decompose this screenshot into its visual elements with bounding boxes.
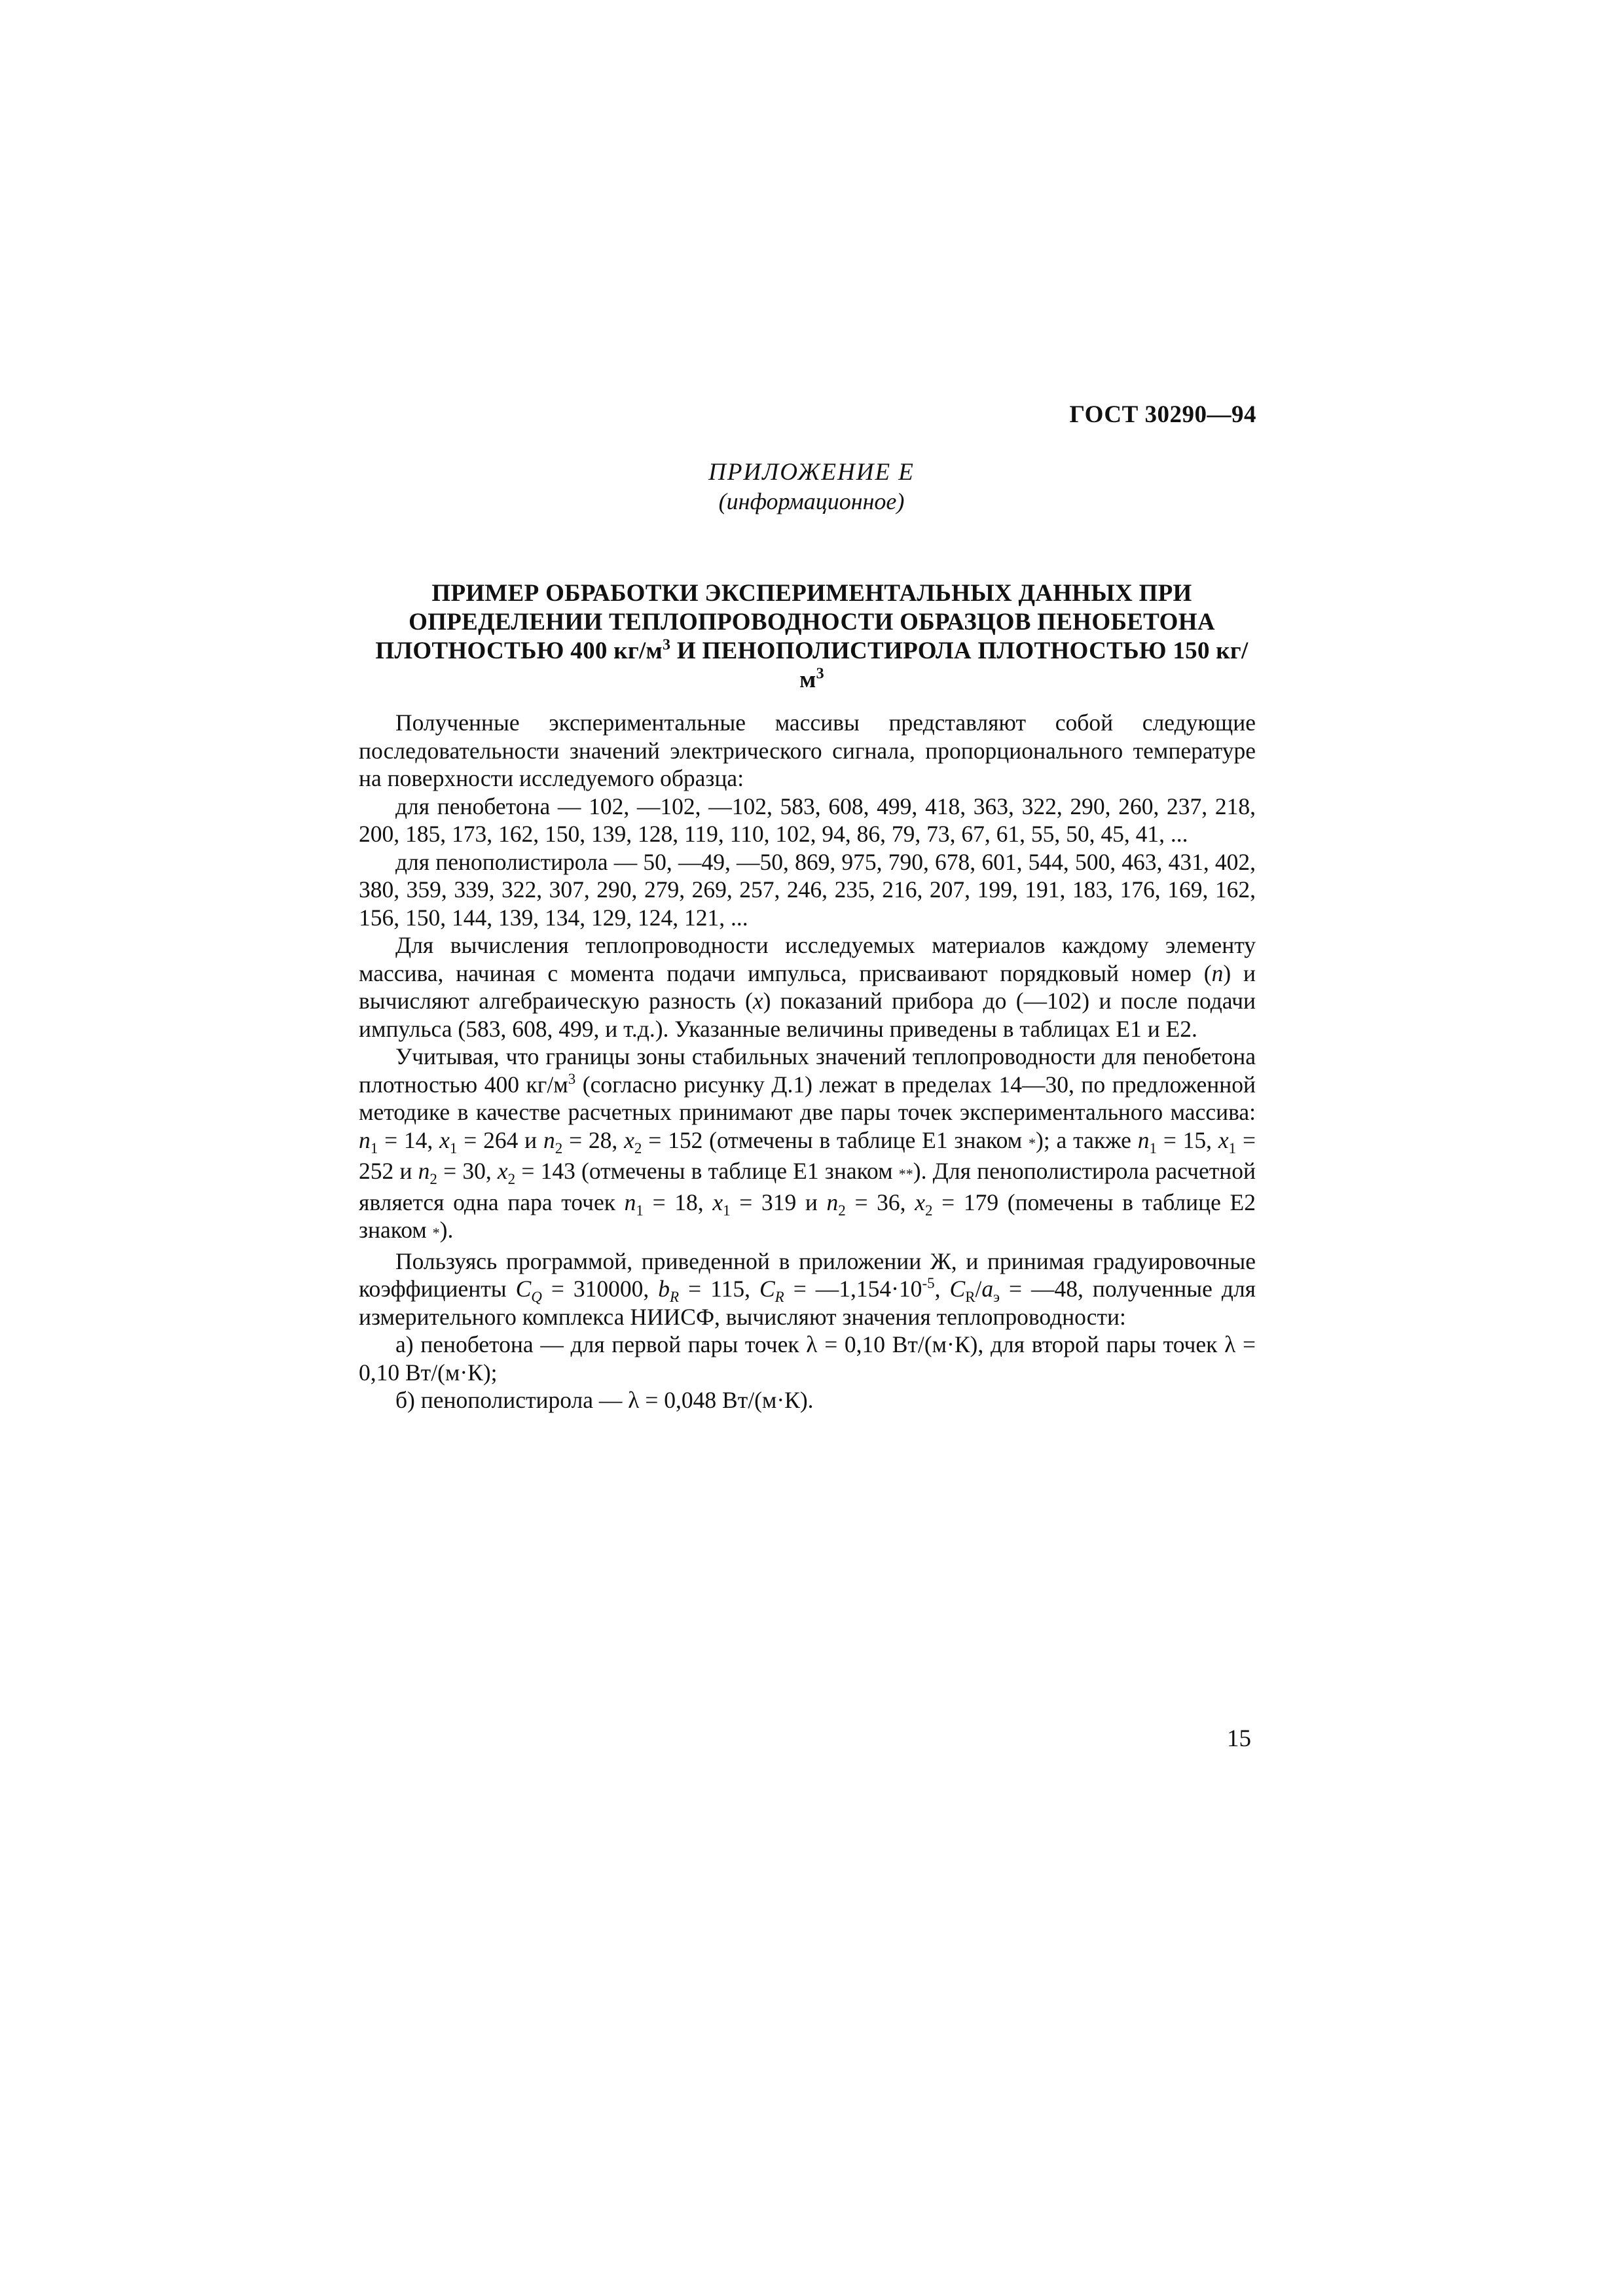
- appendix-label: ПРИЛОЖЕНИЕ Е: [708, 459, 915, 486]
- title-line-2: ОПРЕДЕЛЕНИИ ТЕПЛОПРОВОДНОСТИ ОБРАЗЦОВ ПЕНОБЕТОНА: [409, 609, 1215, 636]
- appendix-heading: [0, 458, 1623, 515]
- document-title: [367, 579, 1257, 694]
- result-foam-concrete: а) пенобетона — для первой пары точек λ = 0,10 Вт/(м·К), для второй пары точек λ = 0,10 Вт/(м·К);: [359, 1331, 1256, 1386]
- body-text: [359, 709, 1256, 1414]
- page-number: 15: [1227, 1725, 1251, 1752]
- title-line-1: ПРИМЕР ОБРАБОТКИ ЭКСПЕРИМЕНТАЛЬНЫХ ДАННЫХ ПРИ: [431, 580, 1192, 607]
- paragraph-foam-concrete-data: для пенобетона — 102, —102, —102, 583, 608, 499, 418, 363, 322, 290, 260, 237, 218, 200, 185, 173, 162, 150, 139, 128, 119, 110, 102, 94, 86, 79, 73, 67, 61, 55, 50, 45, 41, ...: [359, 793, 1256, 847]
- paragraph-method: Для вычисления теплопроводности исследуемых материалов каждому элементу массива, начиная с момента подачи импульса, присваивают порядковый номер (n) и вычисляют алгебраическую разность (x) показаний прибора до (—102) и после подачи импульса (583, 608, 499, и т.д.). Указанные величины приведены в таблицах Е1 и Е2.: [359, 932, 1256, 1042]
- paragraph-coefficients: Пользуясь программой, приведенной в приложении Ж, и принимая градуировочные коэффициенты $C_Q = 310000$, $b_R = 115$, $C_R$ = $—1,154\cdot 10^{-5}$, $C_R/a_э$ = —48, полученные для измерительного комплекса НИИСФ, вычисляют значения теплопроводности:: [359, 1247, 1256, 1330]
- result-polystyrene: б) пенополистирола — λ = 0,048 Вт/(м·К).: [395, 1387, 814, 1413]
- standard-id: ГОСТ 30290—94: [1069, 401, 1256, 428]
- paragraph-polystyrene-data: для пенополистирола — 50, —49, —50, 869, 975, 790, 678, 601, 544, 500, 463, 431, 402, 380, 359, 339, 322, 307, 290, 279, 269, 257, 246, 235, 216, 207, 199, 191, 183, 176, 169, 162, 156, 150, 144, 139, 134, 129, 124, 121, ...: [359, 848, 1256, 931]
- appendix-type: (информационное): [718, 488, 905, 514]
- title-line-3: ПЛОТНОСТЬЮ 400 $кг/м^3$ И ПЕНОПОЛИСТИРОЛА ПЛОТНОСТЬЮ 150 $кг/м^3$: [375, 636, 1249, 693]
- paragraph-intro: Полученные экспериментальные массивы представляют собой следующие последовательности значений электрического сигнала, пропорционального температуре на поверхности исследуемого образца:: [359, 709, 1256, 791]
- paragraph-points: Учитывая, что границы зоны стабильных значений теплопроводности для пенобетона плотностью 400 $кг/м^3$ (согласно рисунку Д.1) лежат в пределах 14—30, по предложенной методике в качестве расчетных принимают две пары точек экспериментального массива: $n_1 = 14$, $x_1 = 264$ и $n_2 = 28$, $x_2 = 152$ (отмечены в таблице Е1 знаком *); а также $n_1 = 15$, $x_1 = 252$ и $n_2 = 30$, $x_2 = 143$ (отмечены в таблице Е1 знаком **). Для пенополистирола расчетной является одна пара точек $n_1 = 18$, $x_1 = 319$ и $n_2 = 36$, $x_2 = 179$ (помечены в таблице Е2 знаком *).: [359, 1043, 1256, 1243]
